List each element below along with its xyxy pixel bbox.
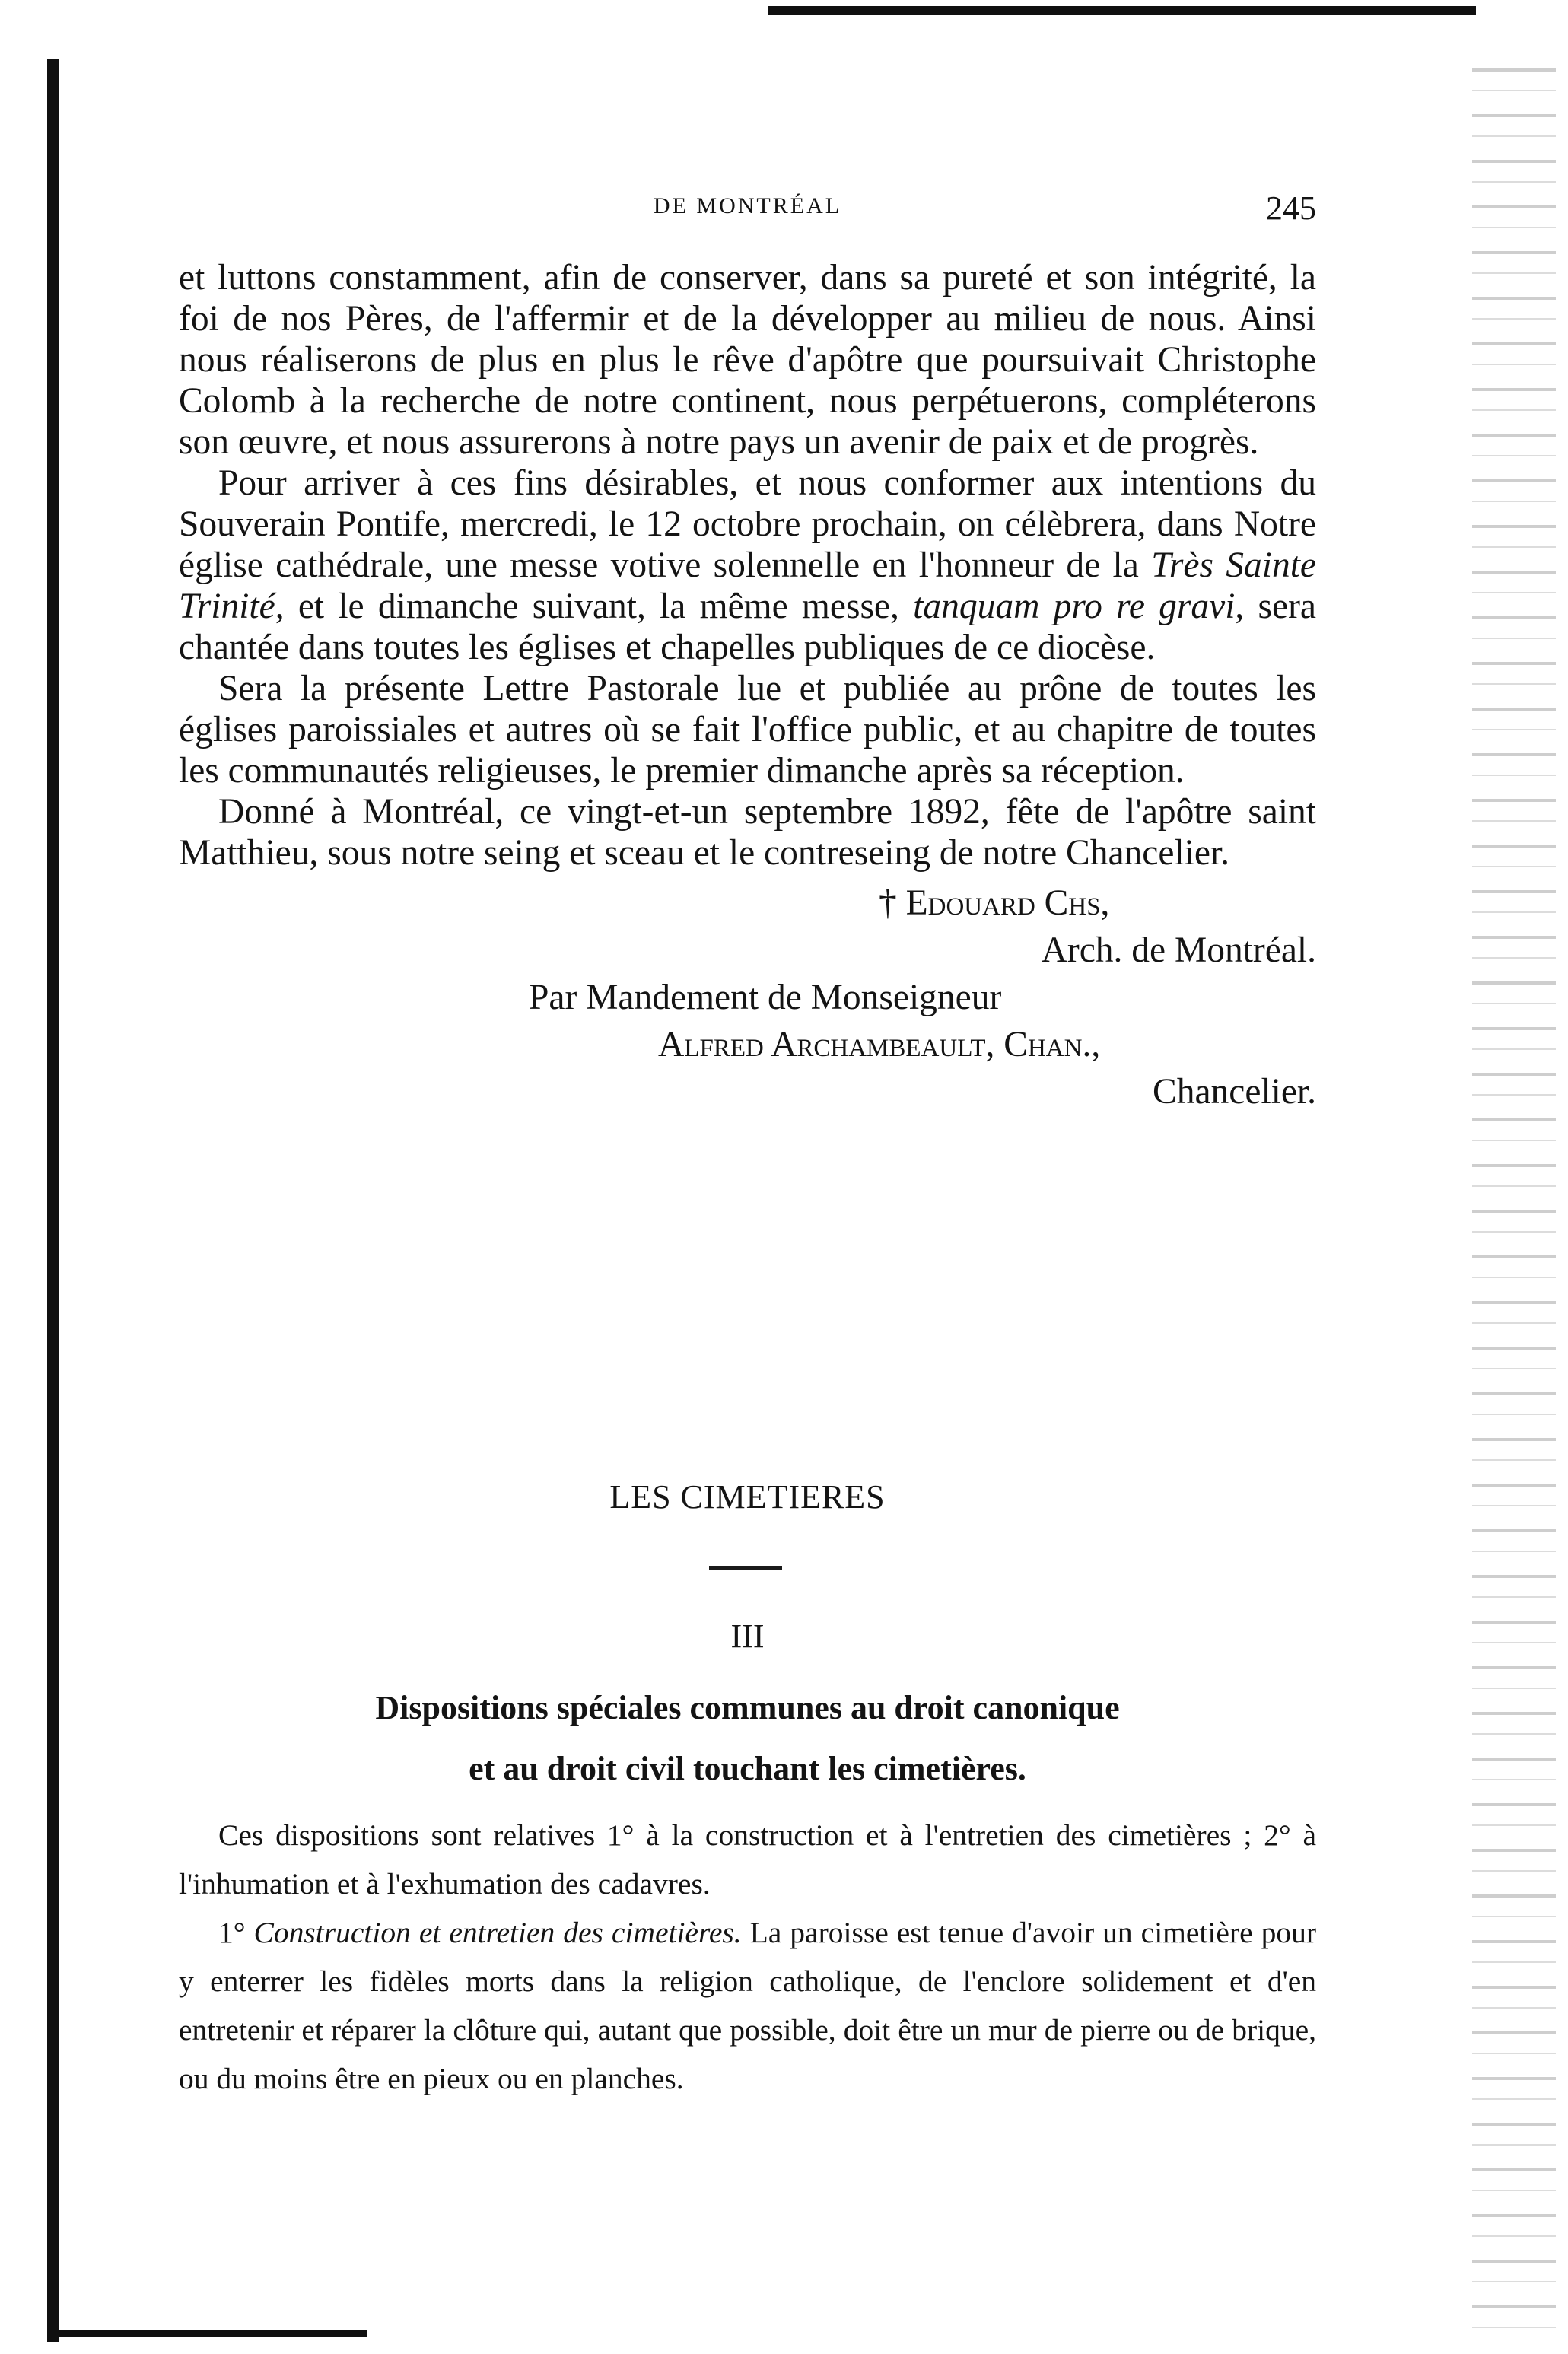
paragraph-4-text: Donné à Montréal, ce vingt-et-un septembre 1892, fête de l'apôtre saint Matthieu, sous notre seing et sceau et le contreseing de notre Chancelier. <box>179 792 1316 873</box>
small-paragraph-2-text-a: 1° <box>218 1916 254 1949</box>
small-paragraph-1-text: Ces dispositions sont relatives 1° à la construction et à l'entretien des cimetières ; 2° à l'inhumation et à l'exhumation des cadavres. <box>179 1818 1316 1901</box>
paragraph-2-text-b: , et le dimanche suivant, la même messe, <box>275 587 914 626</box>
small-paragraph-2-text-b: La paroisse est tenue d'avoir un cimetière pour y enterrer les fidèles morts dans la religion catholique, de l'enclore solidement et d'en entretenir et réparer la clôture qui, autant que possible, doit être un mur de pierre ou de brique, ou du moins être en pieux ou en planches. <box>179 1916 1316 2095</box>
small-text-block <box>179 1811 1316 2103</box>
paragraph-1-text: et luttons constamment, afin de conserver, dans sa pureté et son intégrité, la foi de nos Pères, de l'affermir et de la développer au milieu de nous. Ainsi nous réaliserons de plus en plus le rêve d'apôtre que poursuivait Christophe Colomb à la recherche de notre continent, nous perpétuerons, compléterons son œuvre, et nous assurerons à notre pays un avenir de paix et de progrès. <box>179 258 1316 462</box>
scan-border-top <box>768 6 1476 15</box>
small-paragraph-2 <box>179 1908 1316 2103</box>
paragraph-2-italic-a: Très Sainte Trinité <box>179 546 1317 626</box>
small-paragraph-2-italic: Construction et entretien des cimetières. <box>253 1916 742 1949</box>
main-text <box>179 257 1316 1115</box>
signature-mandate: Par Mandement de Monseigneur <box>529 978 1002 1017</box>
paragraph-2-italic-b: tanquam pro re gravi <box>913 587 1236 626</box>
scan-border-bottom <box>47 2330 367 2337</box>
paragraph-3-text: Sera la présente Lettre Pastorale lue et publiée au prône de toutes les églises paroissiales et autres où se fait l'office public, et au chapitre de toutes les communautés religieuses, le premier dimanche après sa réception. <box>179 669 1316 790</box>
paragraph-2-text-a: Pour arriver à ces fins désirables, et nous conformer aux intentions du Souverain Pontife, mercredi, le 12 octobre prochain, on célèbrera, dans Notre église cathédrale, une messe votive solennelle en l'honneur de la <box>179 463 1316 585</box>
subtitle-line-1: Dispositions spéciales communes au droit canonique <box>375 1689 1120 1726</box>
page-header <box>179 189 1316 234</box>
page-number: 245 <box>1266 189 1316 227</box>
small-paragraph-1 <box>179 1811 1316 1908</box>
section-subtitle <box>179 1678 1316 1799</box>
signature-archbishop: † Edouard Chs, <box>879 883 1110 923</box>
gutter-noise <box>1472 46 1556 2328</box>
signature-chancellor-name: Alfred Archambeault, Chan., <box>658 1025 1101 1064</box>
section-number: III <box>730 1618 765 1655</box>
running-title: DE MONTRÉAL <box>653 193 842 218</box>
paragraph-2 <box>179 463 1316 668</box>
paragraph-2-text-c: , sera chantée dans toutes les églises et chapelles publiques de ce diocèse. <box>179 587 1317 667</box>
title-rule <box>709 1566 782 1570</box>
paragraph-1 <box>179 257 1316 463</box>
signature-chancellor-title: Chancelier. <box>1153 1072 1316 1112</box>
paragraph-3 <box>179 668 1316 791</box>
paragraph-4 <box>179 791 1316 873</box>
section-title: LES CIMETIERES <box>609 1478 886 1516</box>
signature-title: Arch. de Montréal. <box>1041 930 1316 970</box>
subtitle-line-2: et au droit civil touchant les cimetières. <box>469 1750 1026 1787</box>
scan-border-left <box>47 59 59 2342</box>
